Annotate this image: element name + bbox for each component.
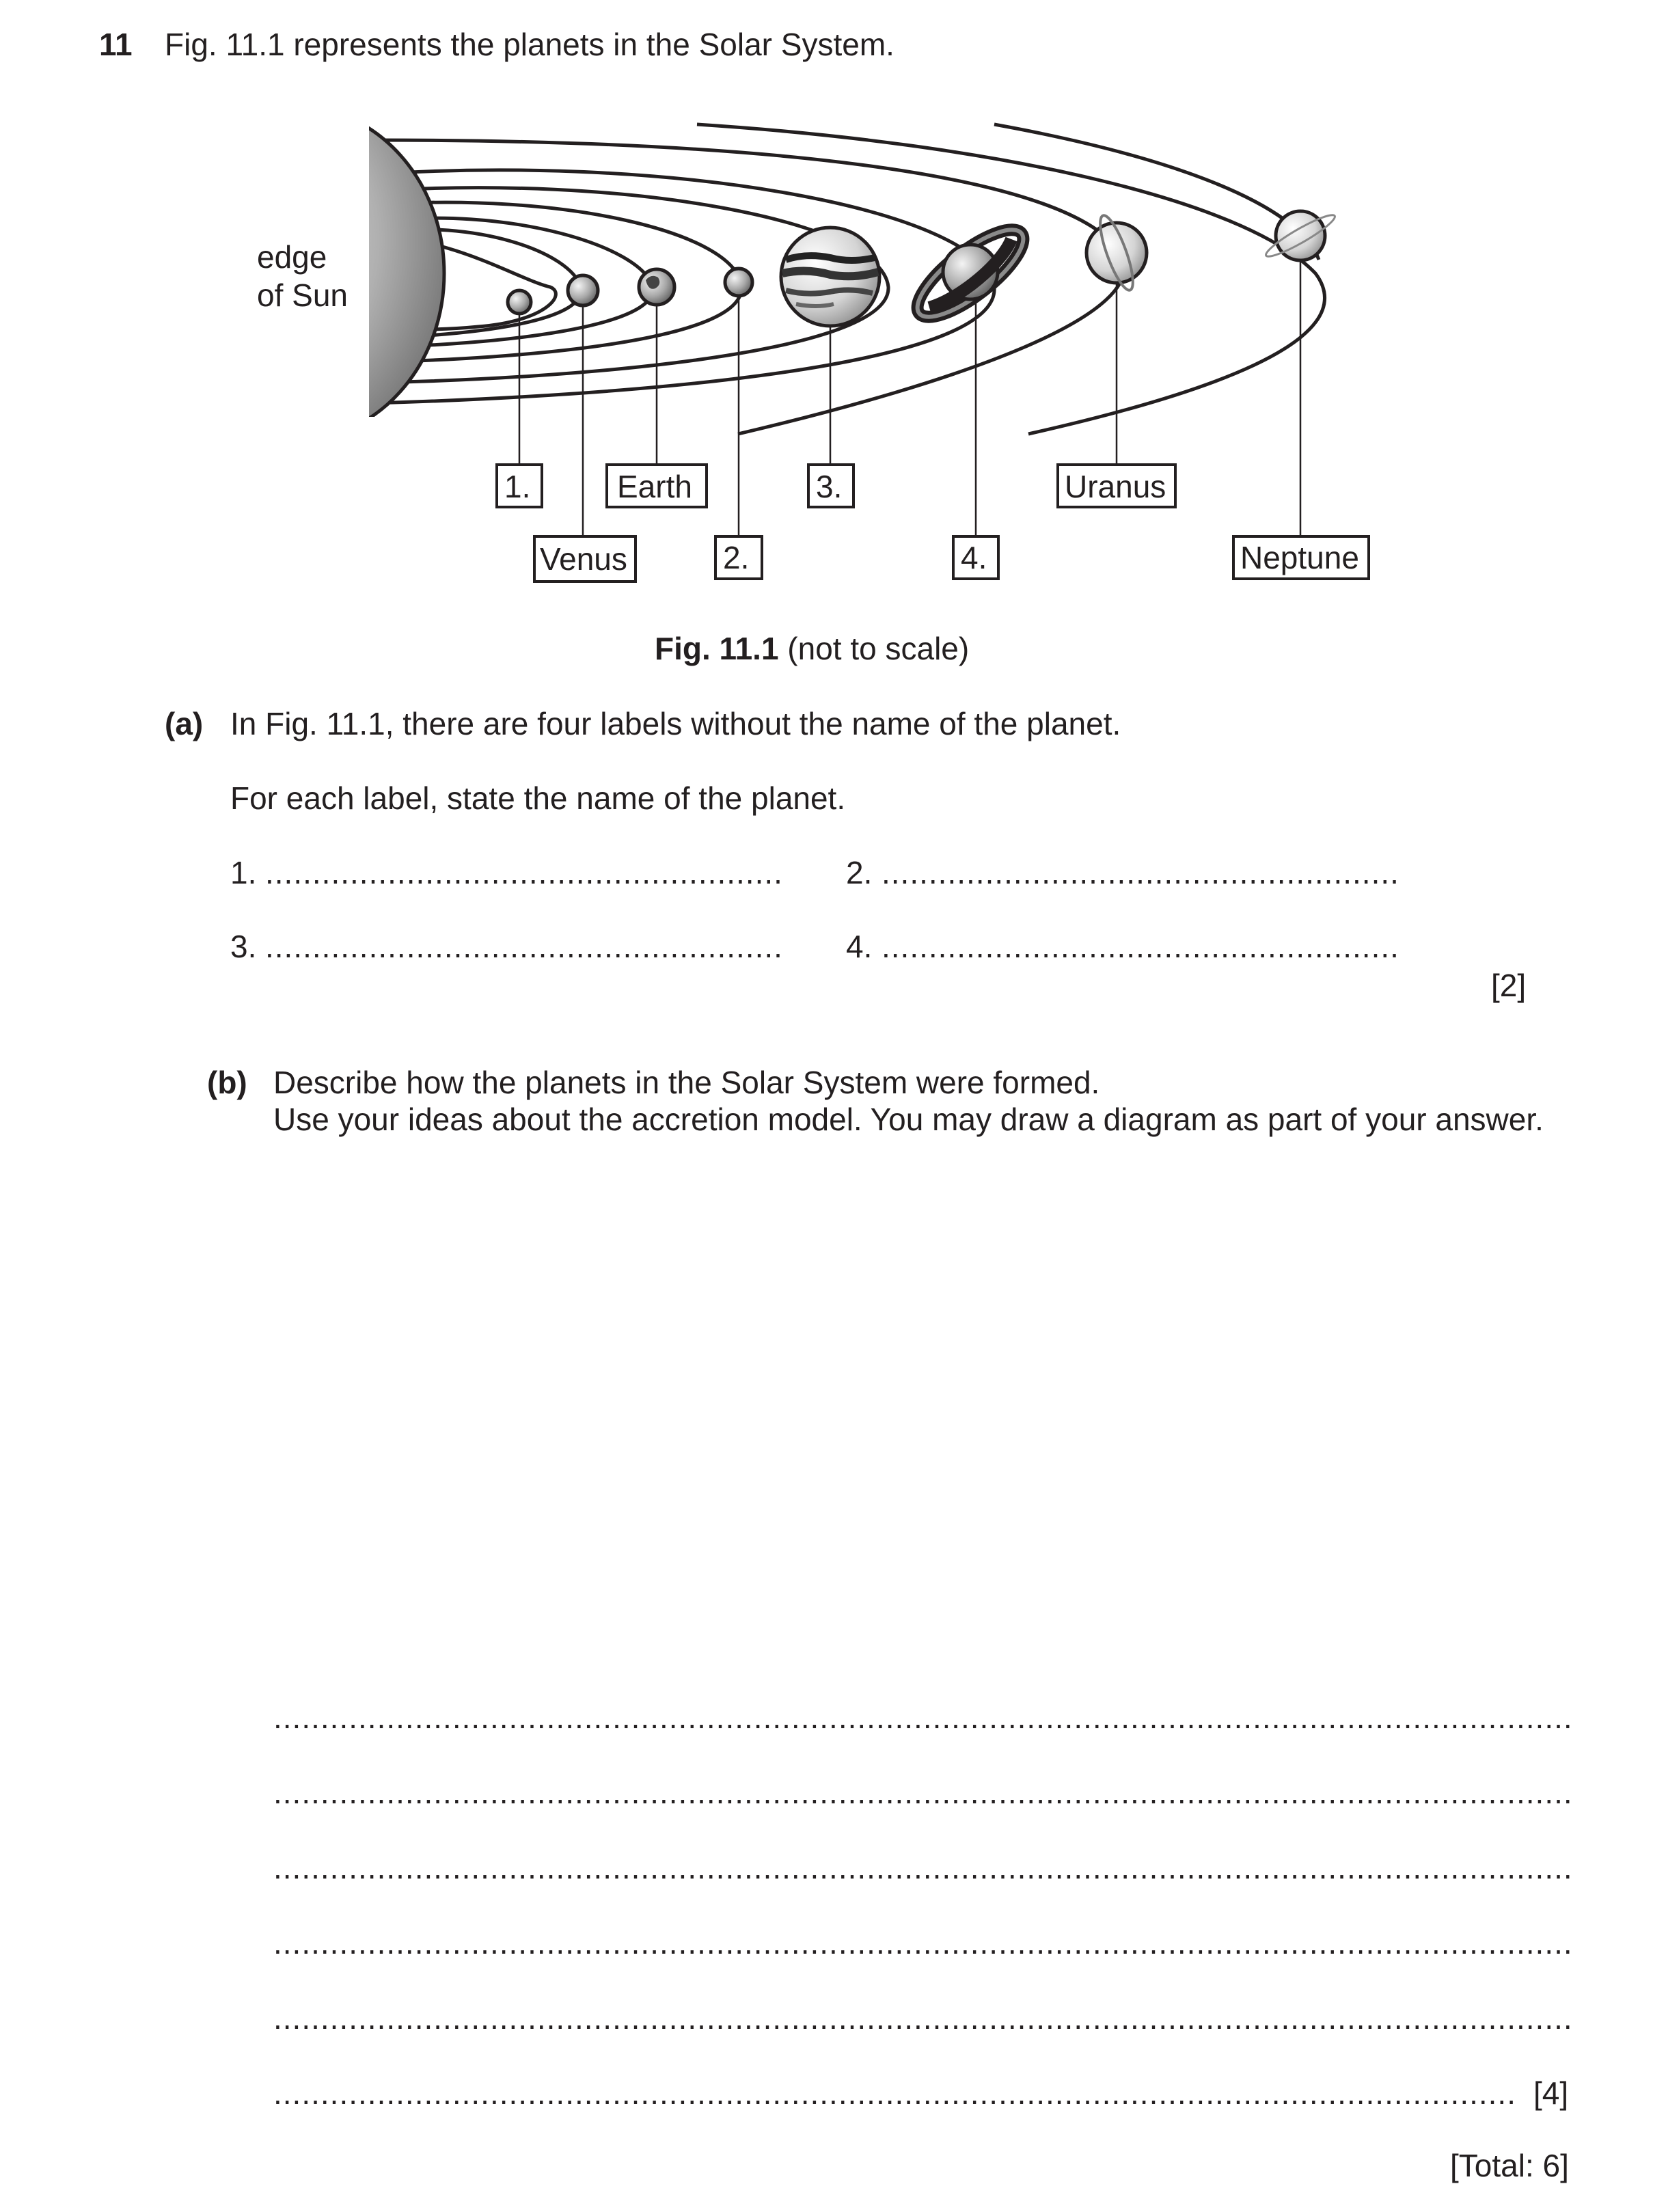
question-intro: Fig. 11.1 represents the planets in the Solar System. xyxy=(165,27,894,62)
part-b-line2: Use your ideas about the accretion model. You may draw a diagram as part of your answer. xyxy=(273,1102,1544,1137)
uranus-planet xyxy=(1087,213,1147,294)
total-marks: [Total: 6] xyxy=(1450,2148,1569,2183)
answer-line-2[interactable] xyxy=(273,1777,1570,1808)
part-a-marks: [2] xyxy=(1491,968,1527,1003)
orbit-saturn xyxy=(372,170,994,403)
caption-bold: Fig. 11.1 xyxy=(655,631,779,666)
answer-2-line[interactable] xyxy=(882,857,1401,888)
answer-line-5[interactable] xyxy=(273,2002,1570,2034)
planet-label-2: 2. xyxy=(723,540,750,575)
mercury-planet xyxy=(508,290,531,314)
answer-line-4[interactable] xyxy=(273,1927,1570,1958)
planet-label-1: 1. xyxy=(504,469,531,504)
part-b-marks: [4] xyxy=(1533,2075,1569,2111)
part-a-label: (a) xyxy=(165,706,204,741)
planet-label-earth: Earth xyxy=(617,469,692,504)
answer-line-3[interactable] xyxy=(273,1852,1570,1883)
solar-system-figure xyxy=(0,0,1653,615)
figure-caption xyxy=(655,633,969,664)
part-a-line1: In Fig. 11.1, there are four labels without the name of the planet. xyxy=(230,706,1121,741)
answer-4-line[interactable] xyxy=(882,931,1401,962)
answer-2-label: 2. xyxy=(846,855,873,890)
question-number: 11 xyxy=(99,27,133,62)
sun-label-line1: edge xyxy=(257,239,327,275)
mars-planet xyxy=(725,269,752,296)
answer-line-1[interactable] xyxy=(273,1702,1570,1733)
part-b-answer-area[interactable] xyxy=(273,1162,1572,1681)
planet-label-uranus: Uranus xyxy=(1065,469,1166,504)
answer-1-line[interactable] xyxy=(265,857,784,888)
part-b-label: (b) xyxy=(207,1065,247,1100)
answer-4-label: 4. xyxy=(846,929,873,964)
part-b-line1: Describe how the planets in the Solar System were formed. xyxy=(273,1065,1100,1100)
saturn-planet xyxy=(905,216,1035,330)
part-a-line2: For each label, state the name of the planet. xyxy=(230,780,846,816)
venus-planet xyxy=(568,275,598,305)
planet-label-neptune: Neptune xyxy=(1240,540,1359,575)
planet-label-3: 3. xyxy=(816,469,843,504)
answer-3-label: 3. xyxy=(230,929,257,964)
jupiter-planet xyxy=(781,228,879,326)
answer-3-line[interactable] xyxy=(265,931,784,962)
answer-line-6[interactable] xyxy=(273,2077,1516,2109)
answer-1-label: 1. xyxy=(230,855,257,890)
neptune-planet xyxy=(1263,210,1338,261)
planet-label-venus: Venus xyxy=(540,541,627,577)
caption-rest: (not to scale) xyxy=(778,631,970,666)
planet-label-4: 4. xyxy=(961,540,987,575)
sun-label-line2: of Sun xyxy=(257,277,348,313)
earth-planet xyxy=(639,269,674,305)
